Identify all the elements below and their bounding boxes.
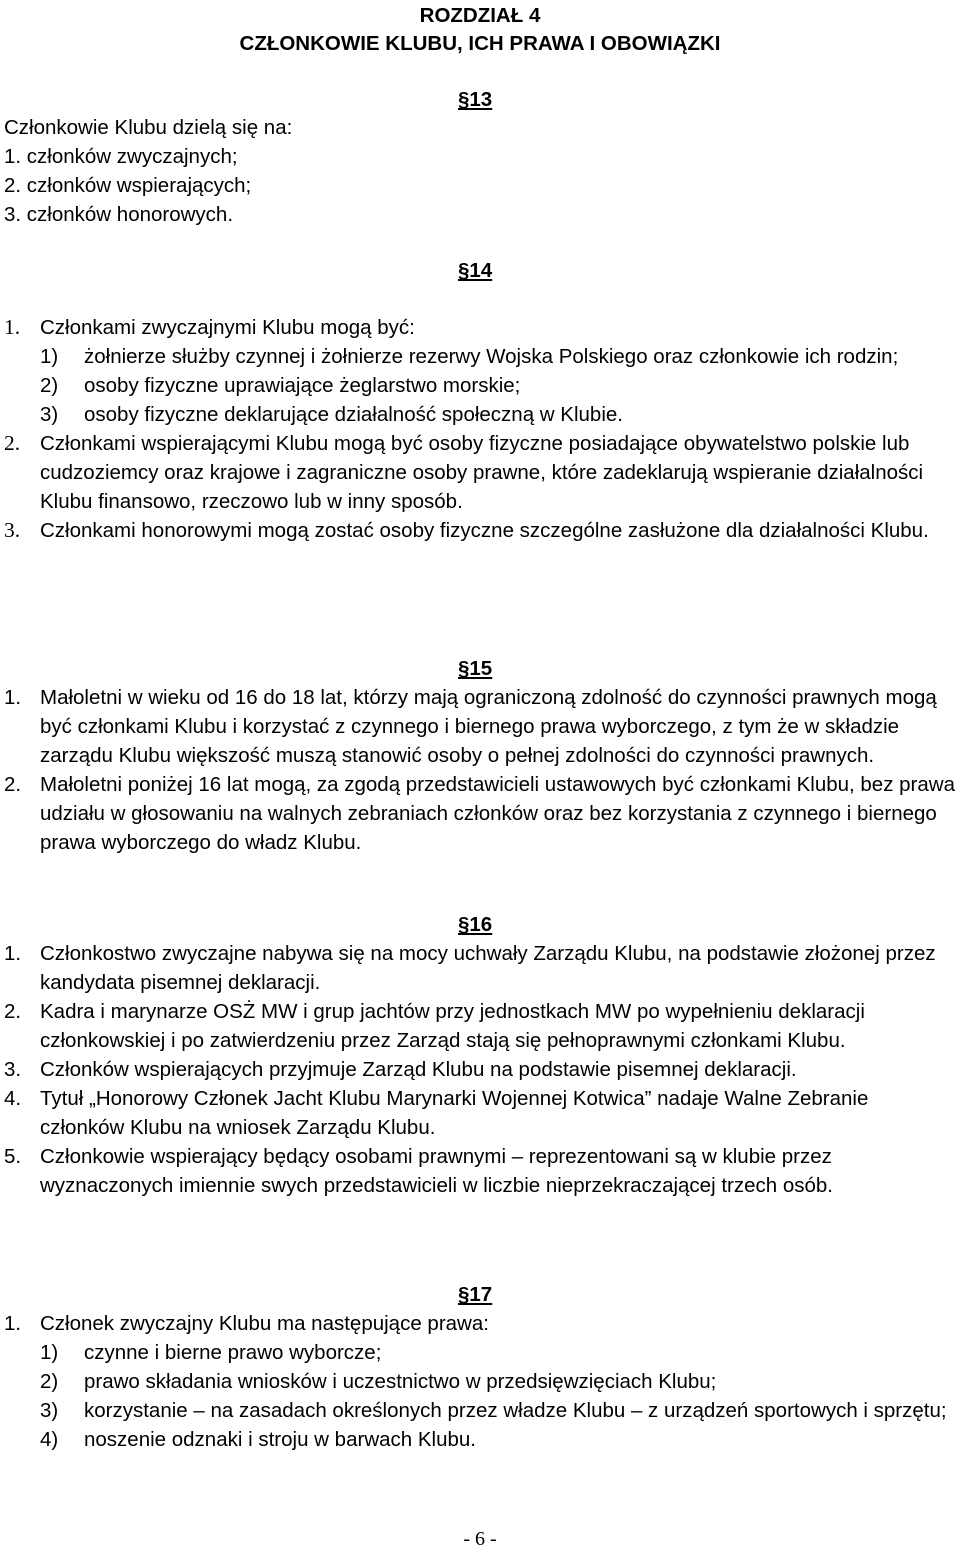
list-item: 2. Małoletni poniżej 16 lat mogą, za zgodą przedstawicieli ustawowych być członkami Klubu, bez prawa udziału w głosowaniu na walnych zebraniach członków oraz bez korzystania z czynnego i biernego prawa wyborczego do władz Klubu. (4, 773, 955, 854)
sub-list-item: 4) noszenie odznaki i stroju w barwach Klubu. (40, 1428, 476, 1451)
list-item: 2. Kadra i marynarze OSŻ MW i grup jachtów przy jednostkach MW po wypełnieniu deklaracji członkowskiej i po zatwierdzeniu przez Zarząd stają się pełnoprawnymi członkami Klubu. (4, 1000, 865, 1052)
section-16-heading: §16 (458, 913, 493, 936)
sub-list-item: 1) żołnierze służby czynnej i żołnierze rezerwy Wojska Polskiego oraz członkowie ich rodzin; (40, 345, 899, 368)
sub-list-item: 3) korzystanie – na zasadach określonych przez władze Klubu – z urządzeń sportowych i sprzętu; (40, 1399, 947, 1422)
list-item: 4. Tytuł „Honorowy Członek Jacht Klubu Marynarki Wojennej Kotwica” nadaje Walne Zebranie członków Klubu na wniosek Zarządu Klubu. (4, 1087, 869, 1139)
intro-text: Członkowie Klubu dzielą się na: (4, 116, 293, 139)
section-15-heading: §15 (458, 657, 493, 680)
sub-list-item: 2) prawo składania wniosków i uczestnictwo w przedsięwzięciach Klubu; (40, 1370, 717, 1393)
chapter-number: ROZDZIAŁ 4 (419, 4, 541, 27)
section-13-body (4, 113, 424, 229)
sub-list-item: 1) czynne i bierne prawo wyborcze; (40, 1341, 382, 1364)
list-item: 3. Członków wspierających przyjmuje Zarząd Klubu na podstawie pisemnej deklaracji. (4, 1058, 797, 1081)
sub-list (4, 1338, 956, 1454)
list-item: 2. członków wspierających; (4, 174, 252, 197)
section-17-heading: §17 (458, 1283, 493, 1306)
sub-list (4, 342, 956, 429)
sub-list-item: 2) osoby fizyczne uprawiające żeglarstwo morskie; (40, 374, 521, 397)
sub-list-item: 3) osoby fizyczne deklarujące działalność społeczną w Klubie. (40, 403, 623, 426)
list-item: 3. członków honorowych. (4, 203, 234, 226)
list-item: 1. Członek zwyczajny Klubu ma następujące prawa: (4, 1312, 489, 1335)
list-item: 1. Członkostwo zwyczajne nabywa się na mocy uchwały Zarządu Klubu, na podstawie złożonej przez kandydata pisemnej deklaracji. (4, 942, 936, 994)
chapter-title: CZŁONKOWIE KLUBU, ICH PRAWA I OBOWIĄZKI (239, 32, 721, 55)
section-13-heading: §13 (458, 88, 493, 111)
list-item: 1. Małoletni w wieku od 16 do 18 lat, którzy mają ograniczoną zdolność do czynności prawnych mogą być członkami Klubu i korzystać z czynnego i biernego prawa wyborczego, z tym że w składzie zarządu Klubu większość muszą stanowić osoby o pełnej zdolności do czynności prawnych. (4, 686, 937, 767)
list-item: 5. Członkowie wspierający będący osobami prawnymi – reprezentowani są w klubie przez wyznaczonych imiennie swych przedstawicieli w liczbie nieprzekraczającej trzech osób. (4, 1145, 833, 1197)
list-item: 2. Członkami wspierającymi Klubu mogą być osoby fizyczne posiadające obywatelstwo polskie lub cudzoziemcy oraz krajowe i zagraniczne osoby prawne, które zadeklarują wspieranie działalności Klubu finansowo, rzeczowo lub w inny sposób. (4, 431, 924, 513)
section-17-body (4, 1309, 956, 1454)
list-item: 1. Członkami zwyczajnymi Klubu mogą być: (4, 315, 415, 339)
section-14-body (4, 313, 956, 545)
section-16-body (4, 939, 956, 1200)
section-15-body (4, 683, 956, 857)
page-number: - 6 - (463, 1528, 497, 1550)
list-item: 1. członków zwyczajnych; (4, 145, 238, 168)
section-14-heading: §14 (458, 259, 493, 282)
list-item: 3. Członkami honorowymi mogą zostać osoby fizyczne szczególne zasłużone dla działalności Klubu. (4, 518, 929, 542)
